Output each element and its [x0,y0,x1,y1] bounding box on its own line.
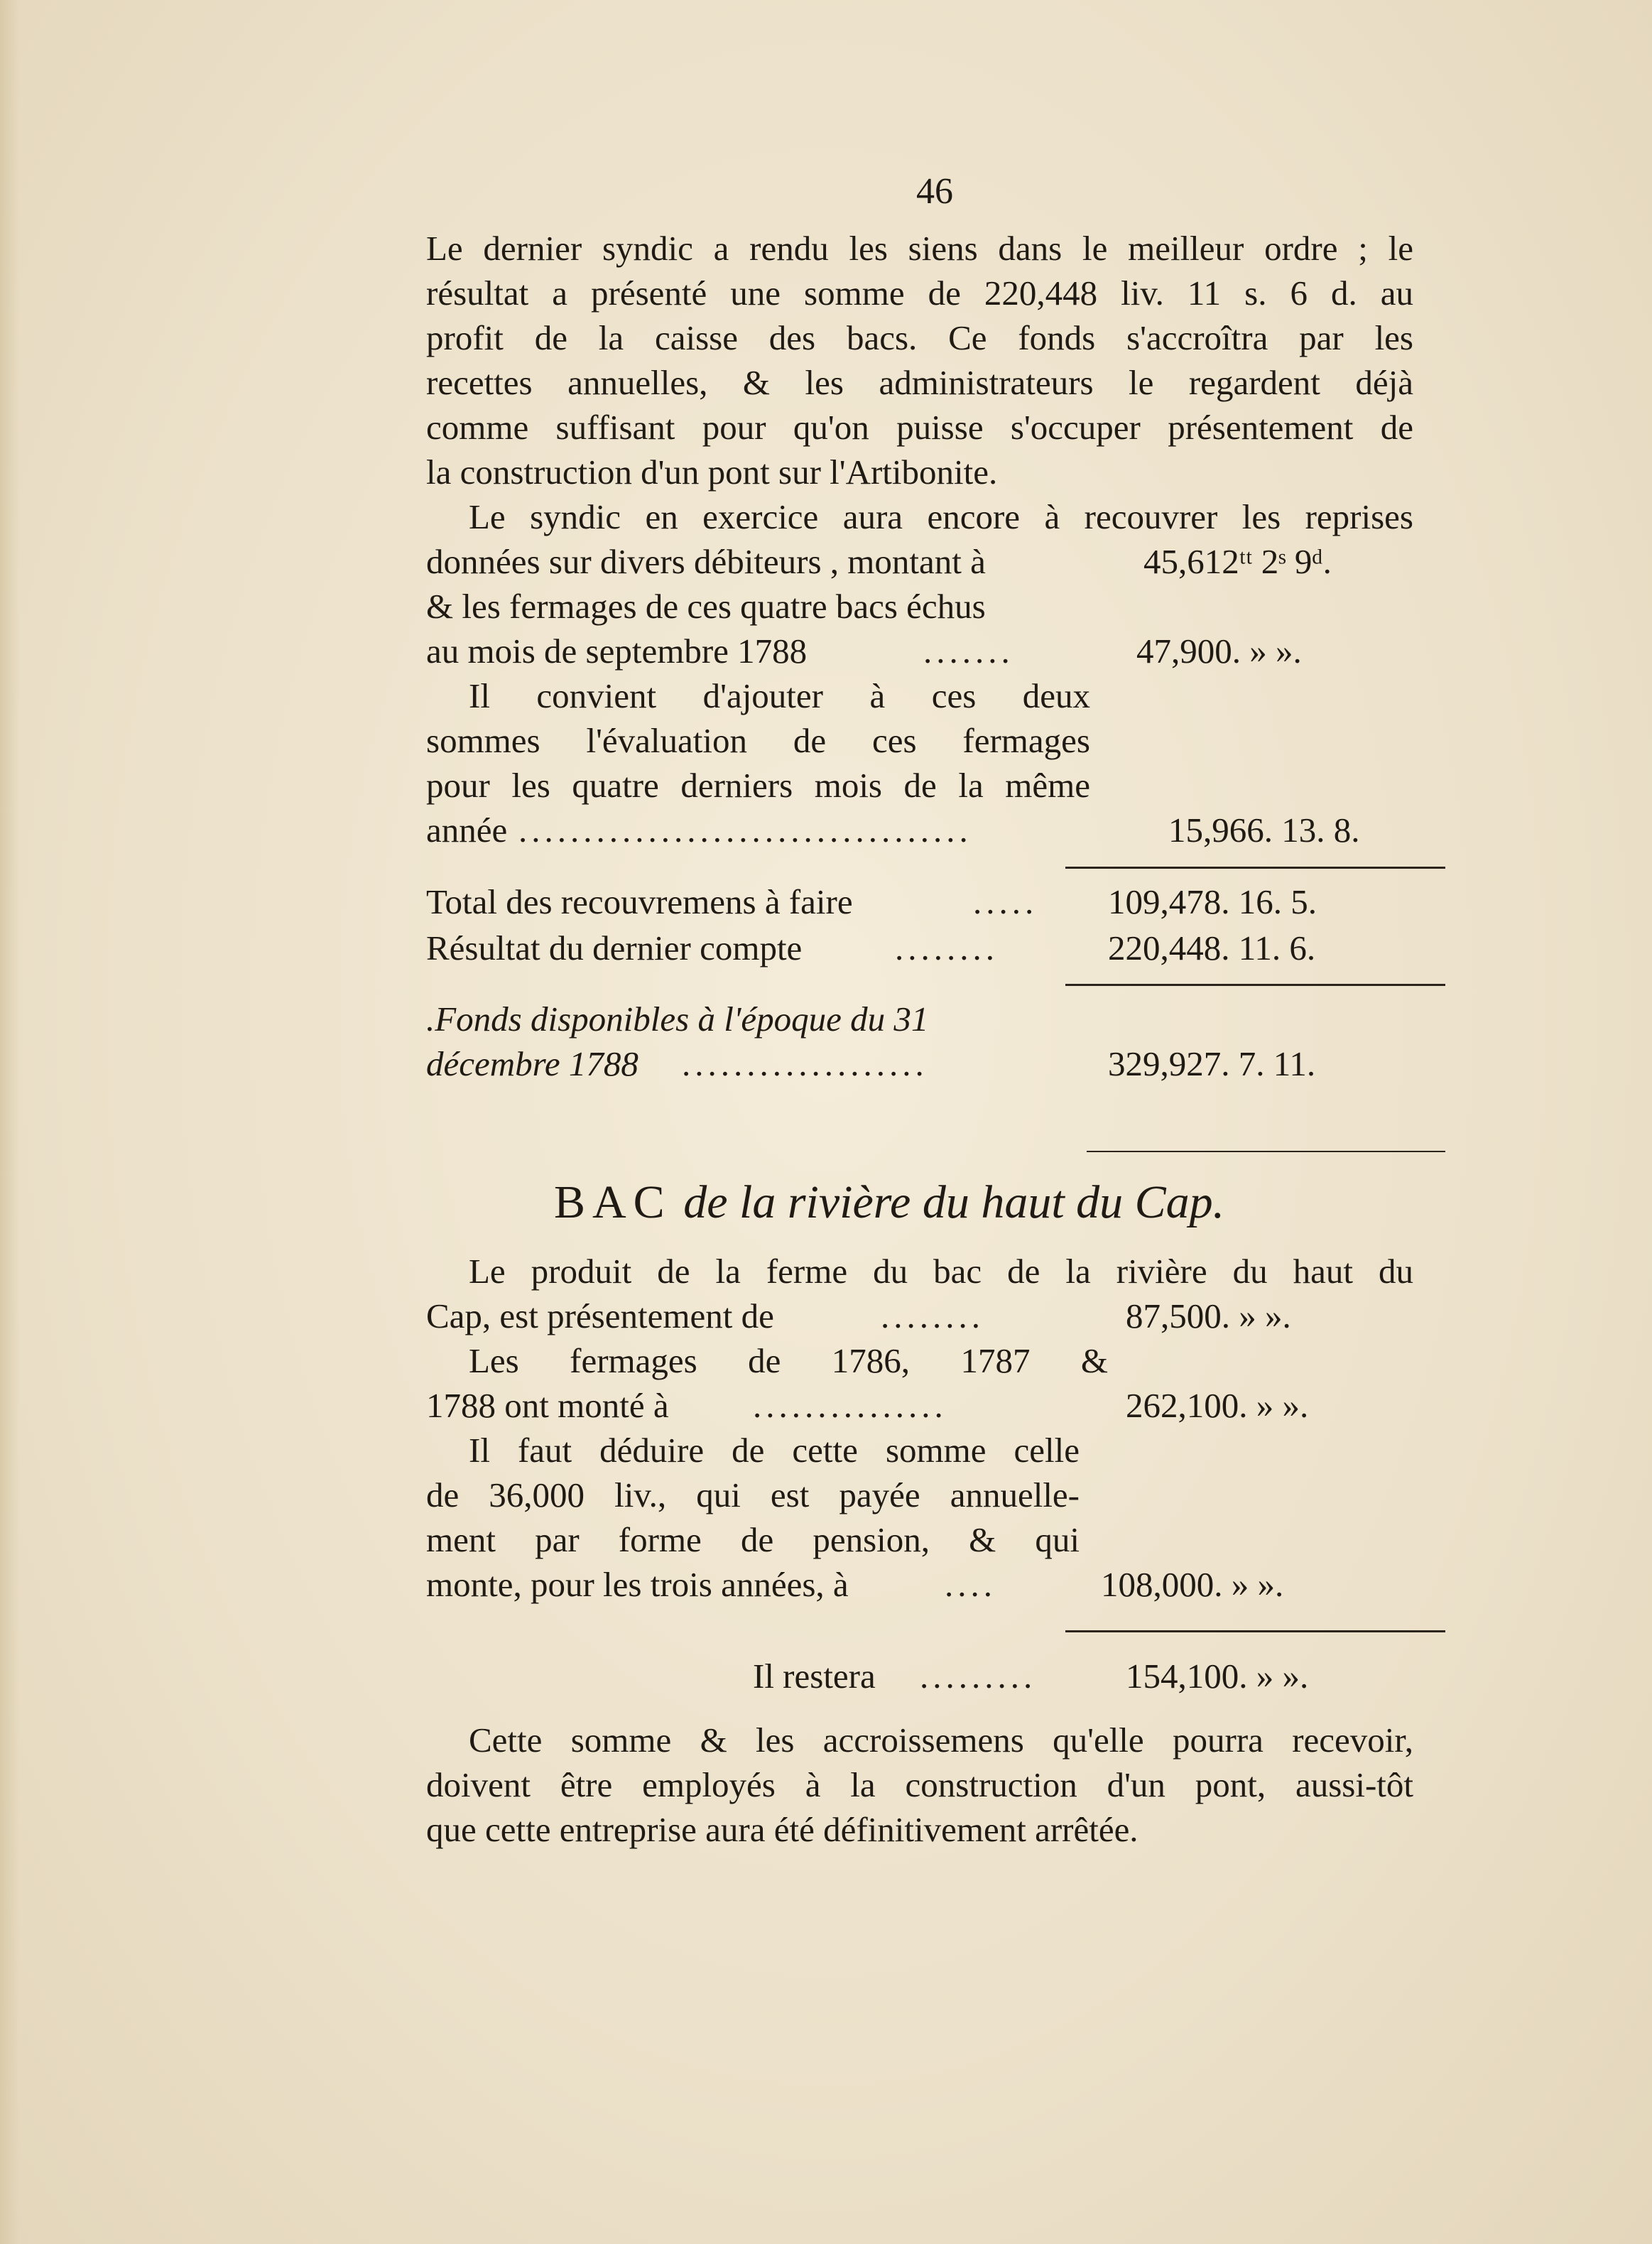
para5-line2-amount: 262,100. » ». [1126,1386,1309,1425]
para2-line2-amount: 45,612ᵗᵗ 2ˢ 9ᵈ. [1143,542,1332,581]
para5-line2-dots: ............... [753,1386,947,1425]
para4-line2-label: Cap, est présentement de [426,1296,774,1335]
sum-rule-3 [1065,1630,1445,1632]
section-title-rest: de la rivière du haut du Cap. [683,1176,1225,1228]
sum-rule-1 [1065,867,1445,869]
para2-line4-dots: ....... [923,632,1014,671]
para2-line1: Le syndic en exercice aura encore à recouvrer les reprises [469,497,1413,536]
para1-line5: comme suffisant pour qu'on puisse s'occuper présentement de [426,408,1413,447]
para7-line2: doivent être employés à la construction d'un pont, aussi-tôt [426,1765,1413,1804]
para1-line3: profit de la caisse des bacs. Ce fonds s'accroîtra par les [426,318,1413,357]
total-recouvremens-label: Total des recouvremens à faire [426,882,853,921]
remainder-amount: 154,100. » ». [1126,1657,1309,1696]
page-edge-shadow [0,0,20,2244]
para1-line6: la construction d'un pont sur l'Artibonite. [426,452,998,492]
para6-line4-label: monte, pour les trois années, à [426,1565,849,1604]
funds-line2-label: décembre 1788 [426,1044,638,1083]
remainder-label: Il restera [753,1657,876,1696]
para2-line4-label: au mois de septembre 1788 [426,632,808,671]
sum-rule-2 [1065,984,1445,986]
resultat-dots: ........ [895,928,999,967]
para2-line4-amount: 47,900. » ». [1136,632,1302,671]
para4-line2-dots: ........ [881,1296,984,1335]
section-rule [1087,1151,1445,1152]
section-title [554,1176,1224,1230]
page-number: 46 [916,171,953,212]
funds-line2-dots: ................... [682,1044,928,1083]
para3-line1: Il convient d'ajouter à ces deux [469,676,1090,715]
total-recouvremens-amount: 109,478. 16. 5. [1108,882,1317,921]
para6-line4-dots: .... [945,1565,996,1604]
para7-line1: Cette somme & les accroissemens qu'elle pourra recevoir, [469,1720,1413,1760]
para4-line2-amount: 87,500. » ». [1126,1296,1291,1335]
resultat-label: Résultat du dernier compte [426,928,803,967]
para3-line3: pour les quatre derniers mois de la même [426,766,1090,805]
total-recouvremens-dots: ..... [973,882,1038,921]
para6-line2: de 36,000 liv., qui est payée annuelle- [426,1475,1080,1514]
para2-line2-text: données sur divers débiteurs , montant à [426,542,986,581]
para3-line4-amount: 15,966. 13. 8. [1168,811,1360,850]
remainder-dots: ......... [920,1657,1037,1696]
para1-line2: résultat a présenté une somme de 220,448 liv. 11 s. 6 d. au [426,273,1413,313]
section-title-bac: BAC [554,1176,672,1228]
para3-line4-label: année [426,811,508,850]
para5-line2-label: 1788 ont monté à [426,1386,669,1425]
para1-line4: recettes annuelles, & les administrateurs le regardent déjà [426,363,1413,402]
resultat-amount: 220,448. 11. 6. [1108,928,1316,967]
para5-line1: Les fermages de 1786, 1787 & [469,1341,1108,1380]
para2-line3: & les fermages de ces quatre bacs échus [426,587,986,626]
para1-line1: Le dernier syndic a rendu les siens dans le meilleur ordre ; le [426,229,1413,268]
para6-line4-amount: 108,000. » ». [1101,1565,1284,1604]
para3-line2: sommes l'évaluation de ces fermages [426,721,1090,760]
para3-line4-dots: ................................... [518,811,972,850]
funds-line1: .Fonds disponibles à l'époque du 31 [426,999,929,1039]
para6-line1: Il faut déduire de cette somme celle [469,1431,1080,1470]
para6-line3: ment par forme de pension, & qui [426,1520,1080,1559]
para7-line3: que cette entreprise aura été définitivement arrêtée. [426,1810,1139,1849]
funds-line2-amount: 329,927. 7. 11. [1108,1044,1316,1083]
para4-line1: Le produit de la ferme du bac de la rivière du haut du [469,1252,1413,1291]
